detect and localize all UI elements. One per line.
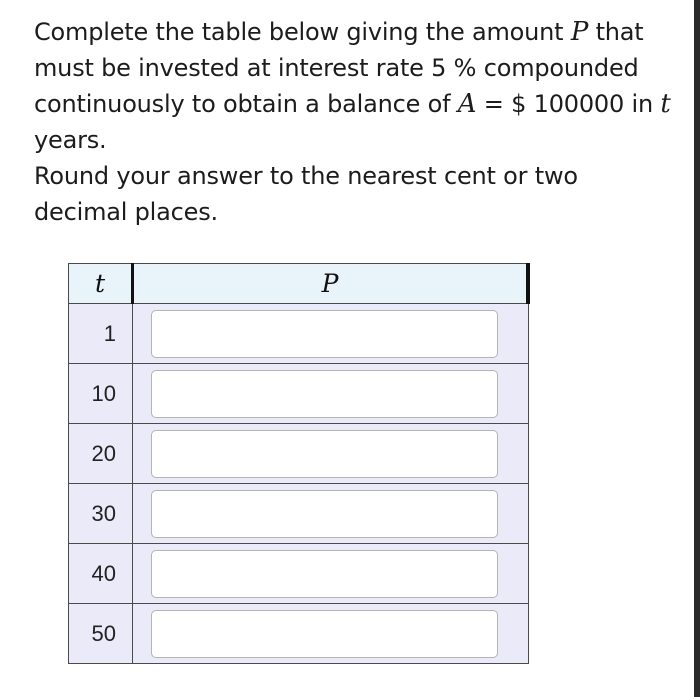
variable-a: A — [457, 89, 477, 119]
t-value-cell: 1 — [69, 304, 133, 364]
p-input-t1[interactable] — [151, 310, 498, 358]
table-row — [69, 304, 529, 364]
question-text — [34, 14, 674, 230]
p-cell — [133, 364, 529, 424]
t-value-cell: 30 — [69, 484, 133, 544]
t-value-cell: 10 — [69, 364, 133, 424]
variable-t: t — [660, 89, 671, 119]
p-cell — [133, 604, 529, 664]
instruction-text: Round your answer to the nearest cent or two decimal places. — [34, 162, 578, 226]
t-value-cell: 50 — [69, 604, 133, 664]
p-cell — [133, 424, 529, 484]
page-edge-divider — [694, 0, 700, 697]
table-row — [69, 364, 529, 424]
p-cell — [133, 484, 529, 544]
header-p: P — [133, 264, 529, 304]
p-cell — [133, 304, 529, 364]
table-row — [69, 544, 529, 604]
question-part-4: years. — [34, 126, 107, 154]
p-input-t40[interactable] — [151, 550, 498, 598]
question-part-2: that must be invested at interest rate 5 % compounded continuously to obtain a balance of — [34, 18, 644, 118]
p-cell — [133, 544, 529, 604]
t-value-cell: 40 — [69, 544, 133, 604]
question-part-1: Complete the table below giving the amount — [34, 18, 564, 46]
answer-table — [68, 263, 530, 664]
p-input-t20[interactable] — [151, 430, 498, 478]
header-t: t — [69, 264, 133, 304]
p-input-t50[interactable] — [151, 610, 498, 658]
variable-p: P — [570, 17, 589, 47]
table-row — [69, 484, 529, 544]
p-input-t30[interactable] — [151, 490, 498, 538]
p-input-t10[interactable] — [151, 370, 498, 418]
t-value-cell: 20 — [69, 424, 133, 484]
table-row — [69, 424, 529, 484]
question-paragraph — [34, 14, 674, 158]
table-row — [69, 604, 529, 664]
question-part-3: = $ 100000 in — [483, 90, 653, 118]
table-header-row — [69, 264, 529, 304]
